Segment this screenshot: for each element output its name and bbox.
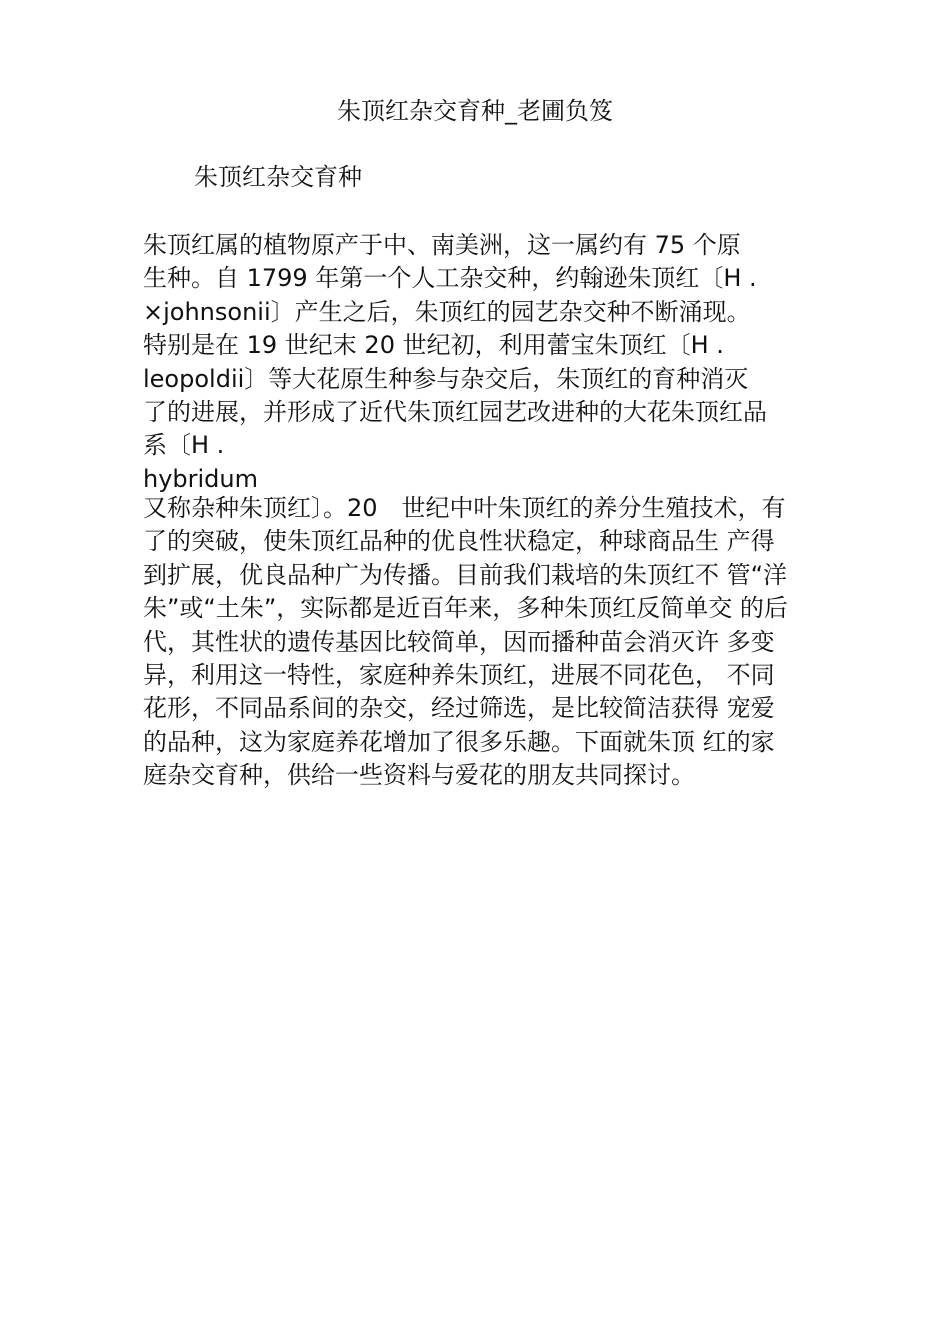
text-line: 花形，不同品系间的杂交，经过筛选，是比较简洁获得 宠爱 [143,694,775,723]
body-paragraph-1 [143,229,813,496]
text-line: 朱顶红属的植物原产于中、南美洲，这一属约有 75 个原 [143,231,741,259]
document-title: 朱顶红杂交育种_老圃负笈 [337,97,613,125]
section-heading: 朱顶红杂交育种 [194,163,362,191]
text-line: leopoldii〕等大花原生种参与杂交后，朱顶红的育种消灭 [143,364,749,393]
text-line: 又称杂种朱顶红〕。20 世纪中叶朱顶红的养分生殖技术，有 [143,494,786,522]
text-line: ×johnsonii〕产生之后，朱顶红的园艺杂交种不断涌现。 [143,297,751,326]
text-line: 了的进展，并形成了近代朱顶红园艺改进种的大花朱顶红品 [143,398,767,427]
text-line: 异，利用这一特性，家庭种养朱顶红，进展不同花色， 不同 [143,661,775,690]
text-line: hybridum [143,464,259,493]
text-line: 代，其性状的遗传基因比较简单，因而播种苗会消灭许 多变 [143,627,775,656]
text-line: 庭杂交育种，供给一些资料与爱花的朋友共同探讨。 [143,761,695,790]
body-paragraph-2 [143,492,813,793]
text-line: 系〔H . [143,431,225,460]
text-line: 朱”或“土朱”，实际都是近百年来，多种朱顶红反简单交 的后 [143,594,788,623]
text-line: 特别是在 19 世纪末 20 世纪初，利用蕾宝朱顶红〔H . [143,331,724,360]
text-line: 生种。自 1799 年第一个人工杂交种，约翰逊朱顶红〔H . [143,264,757,293]
text-line: 了的突破，使朱顶红品种的优良性状稳定，种球商品生 产得 [143,527,775,556]
text-line: 的品种，这为家庭养花增加了很多乐趣。下面就朱顶 红的家 [143,727,775,756]
text-line: 到扩展，优良品种广为传播。目前我们栽培的朱顶红不 管“洋 [143,560,788,589]
